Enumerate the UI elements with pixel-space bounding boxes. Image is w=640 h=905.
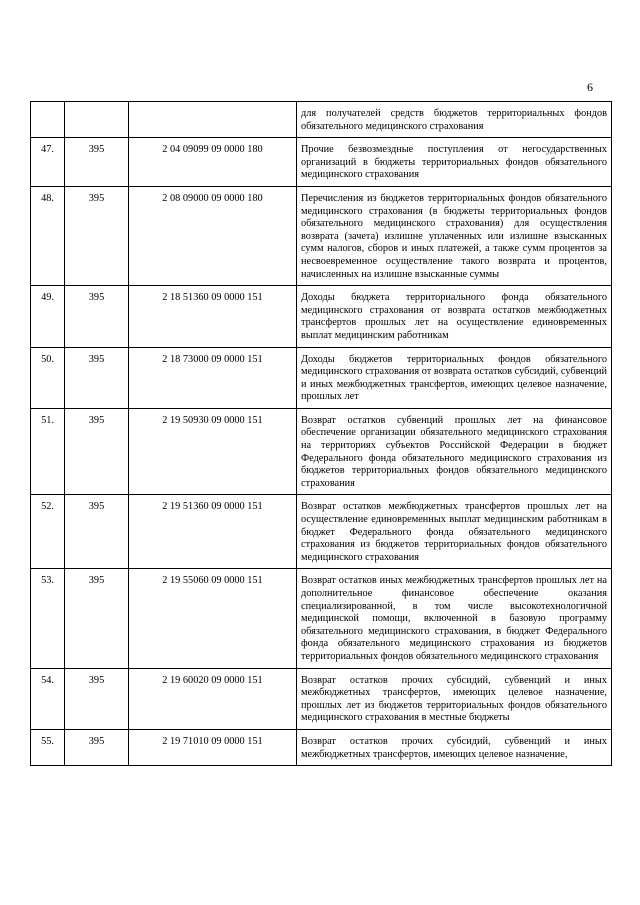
income-name: Прочие безвозмездные поступления от негосударственных организаций в бюджеты территориальных фондов обязательного медицинского страхования [297, 138, 612, 187]
budget-classification-code [129, 102, 297, 138]
table-row [31, 138, 612, 187]
income-name: Доходы бюджетов территориальных фондов обязательного медицинского страхования от возврата остатков субсидий, субвенций и иных межбюджетных трансфертов, имеющих целевое назначение, прошлых лет [297, 347, 612, 408]
table-row [31, 495, 612, 569]
admin-code: 395 [65, 138, 129, 187]
admin-code: 395 [65, 347, 129, 408]
table-row [31, 569, 612, 668]
budget-classification-code: 2 18 73000 09 0000 151 [129, 347, 297, 408]
admin-code: 395 [65, 729, 129, 765]
income-name: Возврат остатков прочих субсидий, субвенций и иных межбюджетных трансфертов, имеющих целевое назначение, [297, 729, 612, 765]
row-number: 54. [31, 668, 65, 729]
table-row [31, 102, 612, 138]
table-row [31, 668, 612, 729]
admin-code: 395 [65, 668, 129, 729]
budget-classification-code: 2 19 51360 09 0000 151 [129, 495, 297, 569]
admin-code: 395 [65, 286, 129, 347]
income-name: Перечисления из бюджетов территориальных фондов обязательного медицинского страхования (в бюджеты территориальных фондов обязательного медицинского страхования) для осуществления возврата (зачета) излишне уплаченных или излишне взысканных сумм налогов, сборов и иных платежей, а также сумм процентов за несвоевременное осуществление такого возврата и процентов, начисленных на излишне взысканные суммы [297, 186, 612, 285]
budget-classification-code: 2 19 50930 09 0000 151 [129, 408, 297, 495]
income-codes-table [30, 101, 612, 766]
income-name: для получателей средств бюджетов территориальных фондов обязательного медицинского страхования [297, 102, 612, 138]
budget-classification-code: 2 08 09000 09 0000 180 [129, 186, 297, 285]
admin-code: 395 [65, 569, 129, 668]
table-row [31, 286, 612, 347]
table-row [31, 347, 612, 408]
budget-classification-code: 2 18 51360 09 0000 151 [129, 286, 297, 347]
admin-code: 395 [65, 495, 129, 569]
budget-classification-code: 2 04 09099 09 0000 180 [129, 138, 297, 187]
budget-classification-code: 2 19 71010 09 0000 151 [129, 729, 297, 765]
admin-code: 395 [65, 186, 129, 285]
admin-code [65, 102, 129, 138]
income-name: Возврат остатков иных межбюджетных трансфертов прошлых лет на дополнительное финансовое обеспечение оказания специализированной, в том числе высокотехнологичной медицинской помощи, включенной в базовую программу обязательного медицинского страхования, в бюджет Федерального фонда обязательного медицинского страхования из бюджетов территориальных фондов обязательного медицинского страхования [297, 569, 612, 668]
row-number: 51. [31, 408, 65, 495]
table-row [31, 408, 612, 495]
income-name: Возврат остатков межбюджетных трансфертов прошлых лет на осуществление единовременных выплат медицинским работникам в бюджет Федерального фонда обязательного медицинского страхования из бюджетов территориальных фондов обязательного медицинского страхования [297, 495, 612, 569]
income-name: Возврат остатков субвенций прошлых лет на финансовое обеспечение организации обязательного медицинского страхования на территориях субъектов Российской Федерации в бюджет Федерального фонда обязательного медицинского страхования из бюджетов территориальных фондов обязательного медицинского страхования [297, 408, 612, 495]
row-number: 50. [31, 347, 65, 408]
table-row [31, 729, 612, 765]
budget-classification-code: 2 19 60020 09 0000 151 [129, 668, 297, 729]
row-number: 49. [31, 286, 65, 347]
row-number: 55. [31, 729, 65, 765]
budget-classification-code: 2 19 55060 09 0000 151 [129, 569, 297, 668]
row-number: 47. [31, 138, 65, 187]
income-name: Возврат остатков прочих субсидий, субвенций и иных межбюджетных трансфертов, имеющих целевое назначение, прошлых лет из бюджетов территориальных фондов обязательного медицинского страхования в местные бюджеты [297, 668, 612, 729]
row-number [31, 102, 65, 138]
page-number: 6 [587, 80, 593, 94]
row-number: 48. [31, 186, 65, 285]
table-row [31, 186, 612, 285]
row-number: 53. [31, 569, 65, 668]
row-number: 52. [31, 495, 65, 569]
income-name: Доходы бюджета территориального фонда обязательного медицинского страхования от возврата остатков межбюджетных трансфертов прошлых лет на осуществление единовременных выплат медицинским работникам [297, 286, 612, 347]
admin-code: 395 [65, 408, 129, 495]
